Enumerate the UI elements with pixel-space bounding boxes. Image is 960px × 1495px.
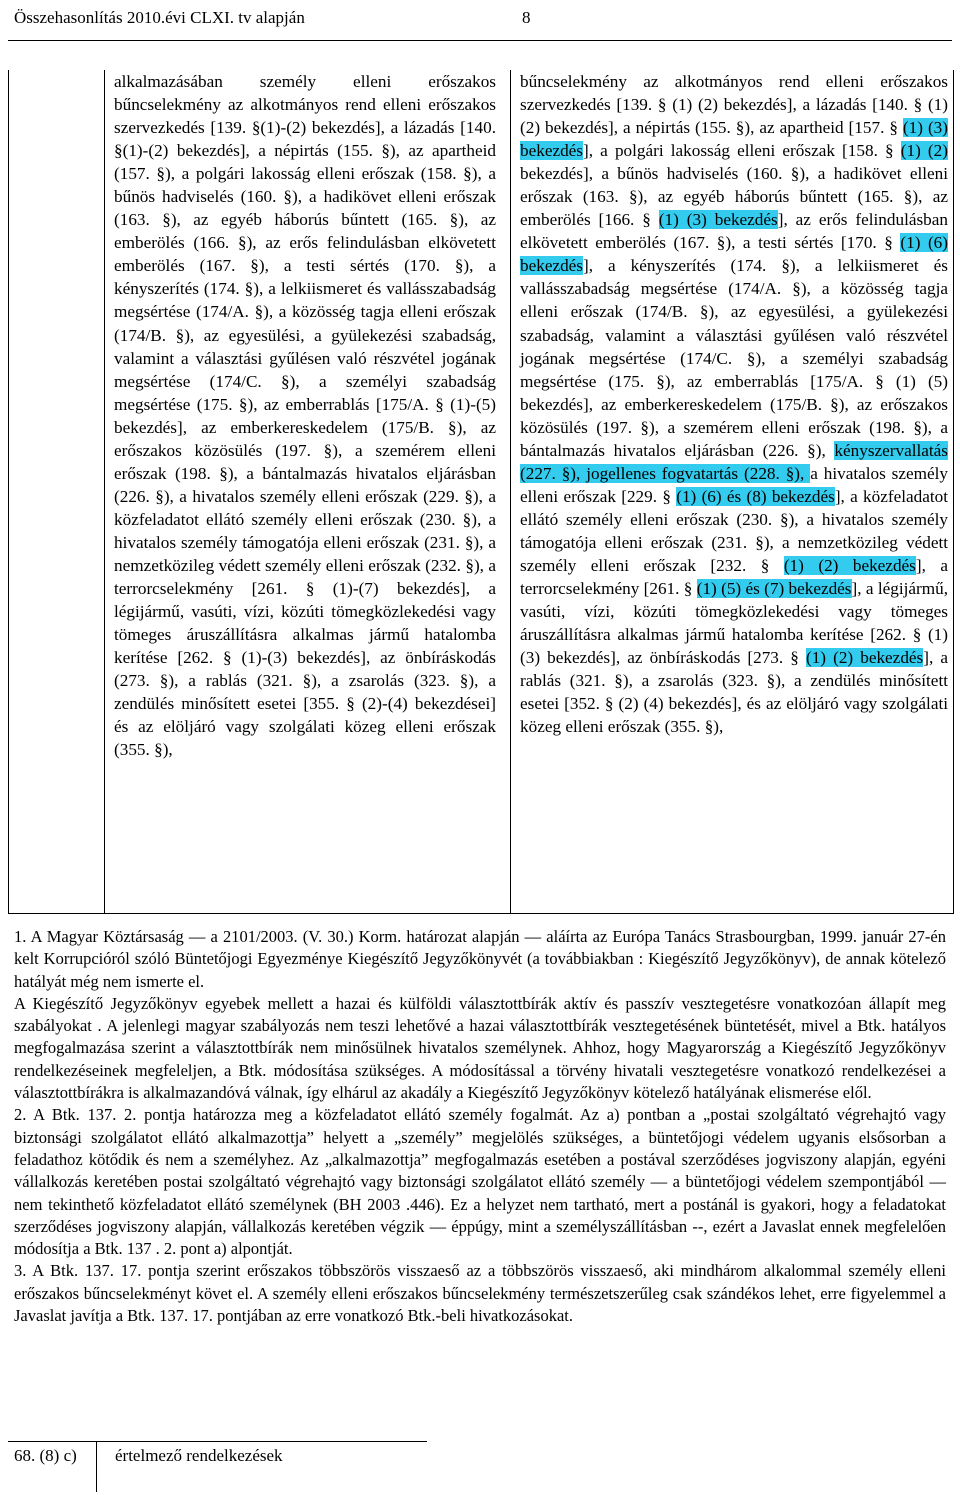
- table-divider-2: [510, 70, 511, 913]
- highlighted-change: (1) (3) bekezdés: [520, 118, 948, 161]
- highlighted-change: kényszervallatás (227. §), jogellenes fogvatartás (228. §),: [520, 440, 948, 483]
- table-border-left: [8, 70, 9, 913]
- section-ref: 68. (8) c): [14, 1446, 77, 1465]
- highlighted-change: (1) (2) bekezdés: [805, 648, 924, 668]
- amended-law-text: [520, 70, 948, 738]
- text-run: ], a kényszerítés (174. §), a lelkiismeret és vallásszabadság megsértése (174/A. §), a közösség tagja elleni erőszak (174/B. §), az egyesülési, a gyülekezési szabadság, valamint a választási gyűlésen való részvétel jogának megsértése (174/C. §), a személyi szabadság megsértése (175. §), az emberrablás [175/A. § (1) (5) bekezdés], az emberkereskedelem (175/B. §), az erőszakos közösülés (197. §), a szemérem elleni erőszak (198. §), a bántalmazás hivatalos eljárásban (226. §),: [520, 256, 948, 460]
- note-paragraph: A Kiegészítő Jegyzőkönyv egyebek mellett a hazai és külföldi választottbírák aktív és passzív vesztegetésre vonatkozóan állapít meg szabályokat . A jelenlegi magyar szabályozás nem teszi lehetővé a hazai választottbírák vesztegetésének büntetését, mivel a Btk. hatályos megfogalmazása szerint a választottbírák nem minősülnek hivatalos személynek. Ahhoz, hogy Magyarország a Kiegészítő Jegyzőkönyv rendelkezéseinek megfeleljen, a Btk. módosítása szükséges. A módosítással a törvény hivatali vesztegetésre vonatkozó rendelkezései a választottbírákra is alkalmazandóvá válnak, így elhárul az akadály a Kiegészítő Jegyzőkönyv kötelező hatályának elismerése elől.: [14, 993, 946, 1103]
- text-run: ], a rablás (321. §), a zsarolás (323. §), a zendülés minősített esetei [352. § (2) (4) bekezdés], és az elöljáró vagy szolgálati közeg elleni erőszak (355. §),: [520, 648, 948, 737]
- highlighted-change: (1) (2) bekezdés: [783, 555, 916, 575]
- next-table-row: [8, 1441, 428, 1491]
- explanatory-notes: [14, 926, 946, 1327]
- highlighted-change: (1) (2): [900, 141, 948, 161]
- text-run: ], a légijármű, vasúti, vízi, közúti tömegközlekedési vagy tömeges áruszállításra alkalmas jármű hatalomba kerítése [262. § (1) (3) bekezdés], az önbíráskodás [273. §: [520, 579, 948, 668]
- section-title-cell: [97, 1441, 427, 1492]
- page-number: 8: [522, 8, 531, 27]
- note-paragraph: 1. A Magyar Köztársaság — a 2101/2003. (V. 30.) Korm. határozat alapján — aláírta az Európa Tanács Strasbourgban, 1999. január 27-én kelt Korrupcióról szóló Büntetőjogi Egyezménye Kiegészítő Jegyzőkönyvét (a továbbiakban : Kiegészítő Jegyzőkönyv), de annak kötelező hatályát még nem ismerte el.: [14, 927, 946, 991]
- note-paragraph: 2. A Btk. 137. 2. pontja határozza meg a közfeladatot ellátó személy fogalmát. Az a) pontban a „postai szolgáltató végrehajtó vagy biztonsági szolgálatot ellátó alkalmazottja” helyett a „személy” megjelölés szükséges, a büntetőjogi védelem ugyanis elsősorban a feladathoz kötődik és nem a személyhez. Az „alkalmazottja” megfogalmazás esetében a postával szerződéses jogviszony alapján, egyéni vállalkozás keretében postai szolgáltató végrehajtó vagy biztonsági szolgálatot ellátó személy — a büntetőjogi védelem szempontjából — nem tekinthető közfeladatot ellátó személynek (BH 2003 .446). Ez a helyzet nem tartható, mert a postánál is gyakori, hogy a feladatokat szerződéses jogviszony alapján, vállalkozás keretében végzik — éppúgy, mint a személyszállításban --, ezért a Javaslat ennek megfelelően módosítja a Btk. 137 . 2. pont a) alpontját.: [14, 1105, 946, 1259]
- highlighted-change: (1) (3) bekezdés: [658, 210, 778, 230]
- highlighted-change: (1) (5) és (7) bekezdés: [696, 579, 852, 599]
- text-run: a hivatalos személy elleni erőszak [229. §: [520, 463, 948, 506]
- table-bottom-rule: [8, 913, 954, 914]
- current-law-text: alkalmazásában személy elleni erőszakos bűncselekmény az alkotmányos rend elleni erőszakos szervezkedés [139. §(1)-(2) bekezdés], a lázadás [140. §(1)-(2) bekezdés], a népirtás (155. §), az apartheid (157. §), a polgári lakosság elleni erőszak (158. §), a bűnös hadviselés (160. §), a hadikövet elleni erőszak (163. §), az egyéb háborús bűntett (165. §), az emberölés (166. §), az erős felindulásban elkövetett emberölés (167. §), a testi sértés (170. §), a kényszerítés (174. §), a lelkiismeret és vallásszabadság megsértése (174/A. §), a közösség tagja elleni erőszak (174/B. §), az egyesülési, a gyülekezési szabadság, valamint a választási gyűlésen való részvétel jogának megsértése (174/C. §), a személyi szabadság megsértése (175. §), az emberrablás [175/A. § (1)-(5) bekezdés], az emberkereskedelem (175/B. §), az erőszakos közösülés (197. §), a szemérem elleni erőszak (198. §), a bántalmazás hivatalos eljárásban (226. §), a hivatalos személy elleni erőszak (229. §), a közfeladatot ellátó személy elleni erőszak (230. §), a hivatalos személy támogatója elleni erőszak (231. §), a nemzetközileg védett személy elleni erőszak (232. §), a terrorcselekmény [261. § (1)-(7) bekezdés], a légijármű, vasúti, vízi, közúti tömegközlekedési vagy tömeges áruszállításra alkalmas jármű hatalomba kerítése [262. § (1)-(3) bekezdés], az önbíráskodás (273. §), a rablás (321. §), a zsarolás (323. §), a zendülés minősített esetei [355. § (2)-(4) bekezdései] és az elöljáró vagy szolgálati közeg elleni erőszak (355. §),: [114, 72, 496, 760]
- text-run: bekezdés], a bűnös hadviselés (160. §), a hadikövet elleni erőszak (163. §), az egyéb háborús bűntett (165. §), az emberölés [166. §: [520, 164, 948, 230]
- highlighted-change: (1) (6) és (8) bekezdés: [676, 486, 835, 506]
- header-rule: [8, 40, 952, 41]
- comparison-table: [8, 70, 954, 913]
- text-run: ], a terrorcselekmény [261. §: [520, 555, 948, 599]
- text-run: ], a közfeladatot ellátó személy elleni erőszak (230. §), a hivatalos személy támogatója elleni erőszak (231. §), a nemzetközileg védett személy elleni erőszak [232. §: [520, 486, 948, 575]
- text-run: bűncselekmény az alkotmányos rend elleni erőszakos szervezkedés [139. § (1) (2) bekezdés], a lázadás [140. § (1) (2) bekezdés], a népirtás (155. §), az apartheid [157. §: [520, 72, 948, 138]
- section-title: értelmező rendelkezések: [115, 1446, 283, 1465]
- document-title: Összehasonlítás 2010.évi CLXI. tv alapján: [14, 8, 305, 27]
- table-divider-1: [104, 70, 105, 913]
- text-run: ], a polgári lakosság elleni erőszak [158. §: [583, 141, 901, 161]
- highlighted-change: (1) (6) bekezdés: [520, 233, 948, 276]
- table-border-right: [953, 70, 954, 913]
- text-run: ], az erős felindulásban elkövetett emberölés (167. §), a testi sértés [170. §: [520, 210, 948, 253]
- note-paragraph: 3. A Btk. 137. 17. pontja szerint erőszakos többszörös visszaeső az a többszörös visszaeső, aki mindhárom alkalommal személy elleni erőszakos bűncselekményt követ el. A személy elleni erőszakos bűncselekmény természetszerűleg csak szándékos lehet, erre figyelemmel a Javaslat javítja a Btk. 137. 17. pontjában az erre vonatkozó Btk.-beli hivatkozásokat.: [14, 1261, 946, 1326]
- section-ref-cell: [8, 1441, 97, 1492]
- page-header: [14, 8, 942, 34]
